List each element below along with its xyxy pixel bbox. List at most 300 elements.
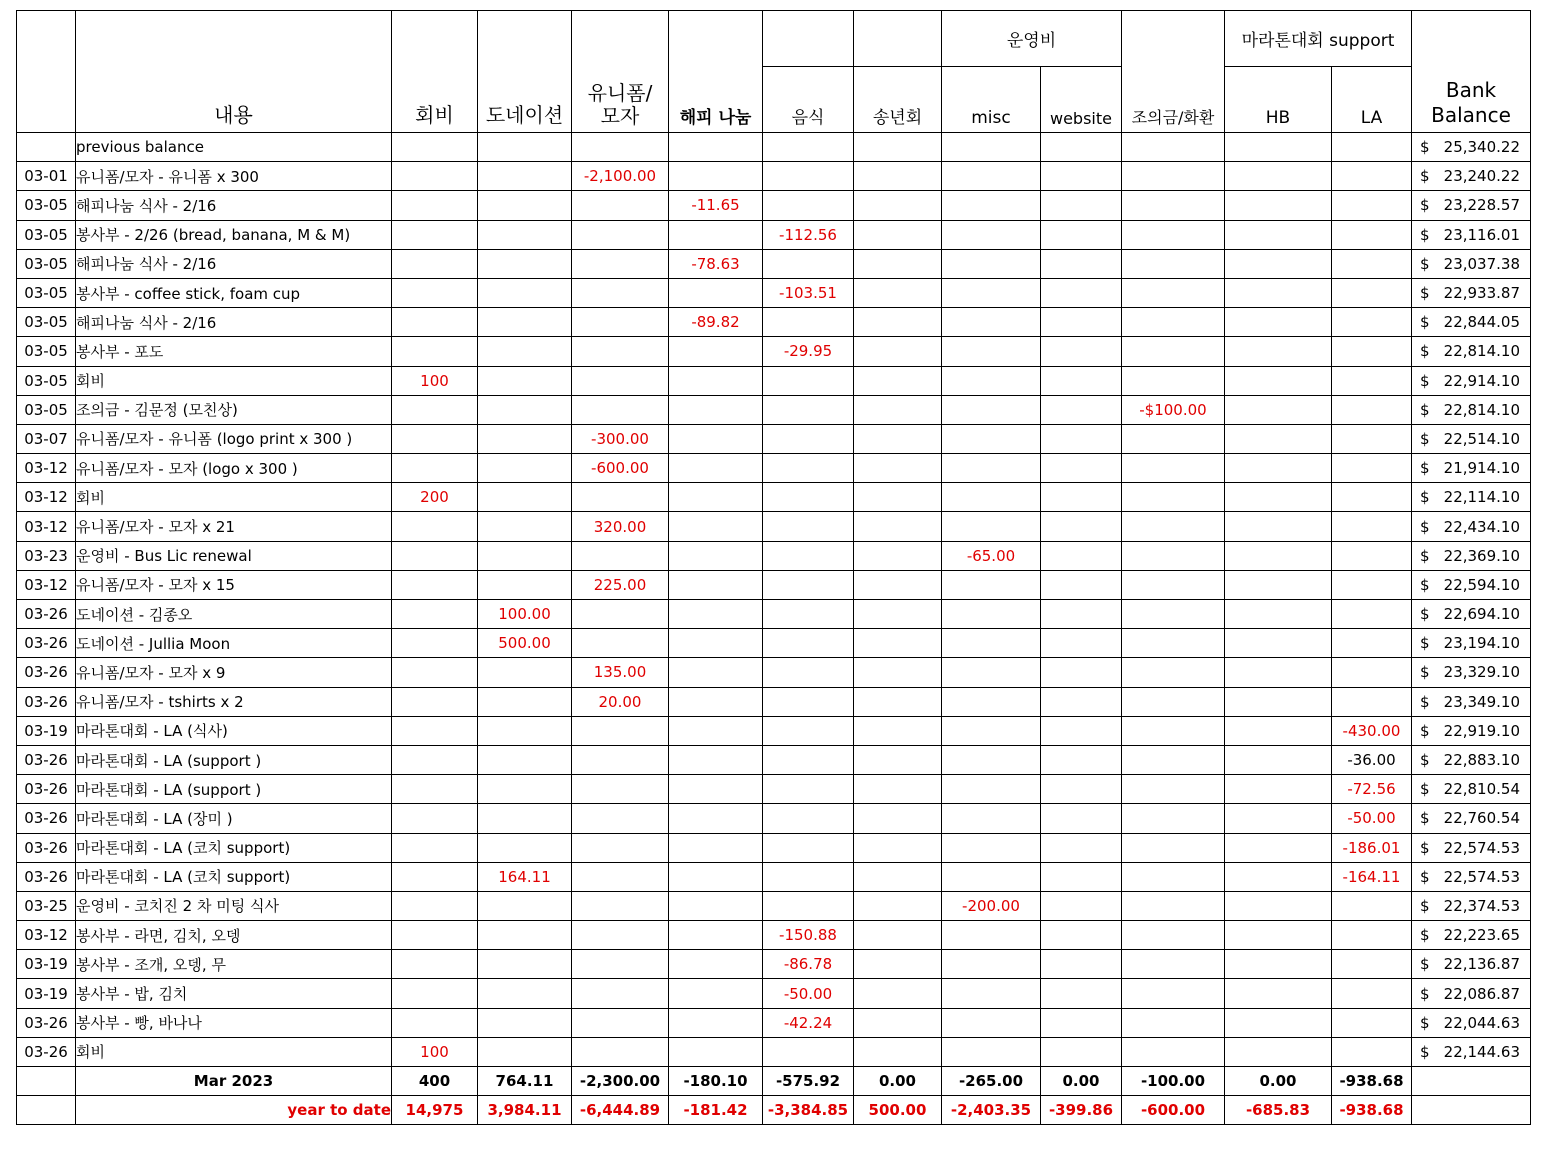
row-donation-amount [478, 395, 572, 424]
row-balance [1412, 424, 1531, 453]
row-condolence-amount [1122, 979, 1225, 1008]
row-description: 회비 [76, 1037, 392, 1066]
ytd-fee: 14,975 [392, 1096, 478, 1125]
row-happy-amount [669, 687, 763, 716]
ytd-yearend: 500.00 [854, 1096, 942, 1125]
row-fee-amount [392, 512, 478, 541]
row-misc-amount [942, 600, 1041, 629]
row-la-amount [1332, 1037, 1412, 1066]
row-happy-amount [669, 775, 763, 804]
row-misc-amount [942, 979, 1041, 1008]
balance-value: 25,340.22 [1443, 138, 1520, 157]
header-la: LA [1332, 67, 1412, 133]
row-website-amount [1041, 1037, 1122, 1066]
row-food-amount [763, 775, 854, 804]
row-uniform-amount [572, 804, 669, 833]
row-la-amount [1332, 950, 1412, 979]
ytd-website: -399.86 [1041, 1096, 1122, 1125]
row-date: 03-26 [17, 658, 76, 687]
row-uniform-amount [572, 745, 669, 774]
row-hb-amount [1225, 658, 1332, 687]
row-balance [1412, 220, 1531, 249]
row-food-amount: -42.24 [763, 1008, 854, 1037]
row-description: 유니폼/모자 - 유니폼 (logo print x 300 ) [76, 424, 392, 453]
row-happy-amount [669, 600, 763, 629]
row-condolence-amount [1122, 833, 1225, 862]
table-row [17, 191, 1531, 220]
row-uniform-amount [572, 541, 669, 570]
row-la-amount [1332, 454, 1412, 483]
row-food-amount [763, 833, 854, 862]
row-misc-amount [942, 775, 1041, 804]
row-happy-amount [669, 424, 763, 453]
row-date: 03-26 [17, 833, 76, 862]
row-website-amount [1041, 395, 1122, 424]
row-website-amount [1041, 483, 1122, 512]
row-balance [1412, 337, 1531, 366]
row-uniform-amount [572, 775, 669, 804]
row-description: 마라톤대회 - LA (장미 ) [76, 804, 392, 833]
balance-value: 23,240.22 [1443, 167, 1520, 186]
row-happy-amount [669, 541, 763, 570]
balance-value: 22,844.05 [1443, 313, 1520, 332]
row-happy-amount [669, 950, 763, 979]
row-food-amount [763, 424, 854, 453]
row-condolence-amount [1122, 162, 1225, 191]
row-hb-amount [1225, 366, 1332, 395]
row-uniform-amount [572, 483, 669, 512]
month-total-fee: 400 [392, 1067, 478, 1096]
currency-symbol: $ [1420, 225, 1430, 244]
row-date: 03-01 [17, 162, 76, 191]
row-uniform-amount [572, 1037, 669, 1066]
row-condolence-amount [1122, 629, 1225, 658]
row-date: 03-12 [17, 921, 76, 950]
row-fee-amount [392, 337, 478, 366]
row-yearend-amount [854, 278, 942, 307]
row-balance [1412, 891, 1531, 920]
row-fee-amount [392, 745, 478, 774]
row-misc-amount [942, 1037, 1041, 1066]
row-donation-amount: 100.00 [478, 600, 572, 629]
row-date: 03-26 [17, 687, 76, 716]
row-date: 03-26 [17, 775, 76, 804]
row-balance [1412, 278, 1531, 307]
currency-symbol: $ [1420, 167, 1430, 186]
row-la-amount [1332, 629, 1412, 658]
row-yearend-amount [854, 979, 942, 1008]
row-donation-amount [478, 833, 572, 862]
row-website-amount [1041, 541, 1122, 570]
table-row [17, 600, 1531, 629]
row-description: previous balance [76, 133, 392, 162]
row-donation-amount [478, 454, 572, 483]
currency-symbol: $ [1420, 400, 1430, 419]
row-balance [1412, 249, 1531, 278]
row-yearend-amount [854, 395, 942, 424]
header-date [17, 11, 76, 133]
row-donation-amount [478, 775, 572, 804]
row-balance [1412, 950, 1531, 979]
currency-symbol: $ [1420, 751, 1430, 770]
row-donation-amount [478, 1008, 572, 1037]
row-website-amount [1041, 220, 1122, 249]
row-website-amount [1041, 891, 1122, 920]
row-balance [1412, 191, 1531, 220]
row-description: 유니폼/모자 - 모자 x 21 [76, 512, 392, 541]
row-date: 03-26 [17, 1037, 76, 1066]
balance-value: 23,228.57 [1443, 196, 1520, 215]
row-misc-amount [942, 249, 1041, 278]
row-yearend-amount [854, 804, 942, 833]
row-balance [1412, 454, 1531, 483]
row-misc-amount [942, 745, 1041, 774]
row-condolence-amount [1122, 483, 1225, 512]
balance-value: 22,144.63 [1443, 1042, 1520, 1061]
row-website-amount [1041, 950, 1122, 979]
header-hb: HB [1225, 67, 1332, 133]
row-misc-amount [942, 395, 1041, 424]
row-donation-amount [478, 891, 572, 920]
row-description: 마라톤대회 - LA (코치 support) [76, 862, 392, 891]
row-food-amount [763, 366, 854, 395]
row-donation-amount [478, 191, 572, 220]
row-yearend-amount [854, 921, 942, 950]
row-donation-amount [478, 220, 572, 249]
row-condolence-amount [1122, 424, 1225, 453]
row-condolence-amount [1122, 775, 1225, 804]
header-blank-food [763, 11, 854, 67]
row-website-amount [1041, 716, 1122, 745]
row-fee-amount [392, 308, 478, 337]
row-website-amount [1041, 833, 1122, 862]
row-la-amount [1332, 308, 1412, 337]
row-hb-amount [1225, 454, 1332, 483]
row-condolence-amount [1122, 308, 1225, 337]
table-row [17, 570, 1531, 599]
row-happy-amount [669, 1008, 763, 1037]
row-misc-amount [942, 366, 1041, 395]
table-row [17, 278, 1531, 307]
row-happy-amount [669, 745, 763, 774]
row-website-amount [1041, 1008, 1122, 1037]
row-food-amount [763, 658, 854, 687]
row-hb-amount [1225, 833, 1332, 862]
currency-symbol: $ [1420, 371, 1430, 390]
month-total-food: -575.92 [763, 1067, 854, 1096]
ledger-table [16, 10, 1531, 1125]
row-happy-amount [669, 716, 763, 745]
row-yearend-amount [854, 337, 942, 366]
row-food-amount [763, 249, 854, 278]
row-fee-amount [392, 921, 478, 950]
row-balance [1412, 658, 1531, 687]
row-hb-amount [1225, 512, 1332, 541]
row-description: 봉사부 - 2/26 (bread, banana, M & M) [76, 220, 392, 249]
row-donation-amount [478, 483, 572, 512]
row-fee-amount [392, 191, 478, 220]
row-website-amount [1041, 862, 1122, 891]
header-blank-yearend [854, 11, 942, 67]
row-yearend-amount [854, 483, 942, 512]
table-row [17, 541, 1531, 570]
table-row [17, 483, 1531, 512]
row-misc-amount: -200.00 [942, 891, 1041, 920]
row-hb-amount [1225, 745, 1332, 774]
row-website-amount [1041, 629, 1122, 658]
row-date: 03-26 [17, 600, 76, 629]
currency-symbol: $ [1420, 955, 1430, 974]
row-fee-amount [392, 658, 478, 687]
balance-value: 22,369.10 [1443, 546, 1520, 565]
row-misc-amount [942, 833, 1041, 862]
row-condolence-amount [1122, 278, 1225, 307]
row-date: 03-05 [17, 220, 76, 249]
row-happy-amount [669, 1037, 763, 1066]
row-fee-amount [392, 278, 478, 307]
row-la-amount [1332, 1008, 1412, 1037]
row-fee-amount [392, 862, 478, 891]
row-yearend-amount [854, 687, 942, 716]
balance-value: 22,136.87 [1443, 955, 1520, 974]
row-balance [1412, 629, 1531, 658]
row-yearend-amount [854, 629, 942, 658]
month-total-condolence: -100.00 [1122, 1067, 1225, 1096]
row-date: 03-12 [17, 483, 76, 512]
row-description: 회비 [76, 366, 392, 395]
table-row [17, 833, 1531, 862]
row-balance [1412, 833, 1531, 862]
currency-symbol: $ [1420, 721, 1430, 740]
balance-value: 23,037.38 [1443, 254, 1520, 273]
table-row [17, 745, 1531, 774]
balance-value: 22,933.87 [1443, 284, 1520, 303]
table-row [17, 249, 1531, 278]
row-food-amount [763, 745, 854, 774]
row-hb-amount [1225, 337, 1332, 366]
row-fee-amount [392, 833, 478, 862]
row-uniform-amount: 225.00 [572, 570, 669, 599]
month-total-donation: 764.11 [478, 1067, 572, 1096]
table-row [17, 162, 1531, 191]
currency-symbol: $ [1420, 284, 1430, 303]
row-la-amount [1332, 162, 1412, 191]
row-uniform-amount [572, 1008, 669, 1037]
row-la-amount [1332, 979, 1412, 1008]
row-yearend-amount [854, 133, 942, 162]
header-content: 내용 [76, 11, 392, 133]
row-misc-amount [942, 862, 1041, 891]
row-uniform-amount [572, 366, 669, 395]
row-donation-amount [478, 337, 572, 366]
currency-symbol: $ [1420, 663, 1430, 682]
row-uniform-amount [572, 395, 669, 424]
row-misc-amount: -65.00 [942, 541, 1041, 570]
currency-symbol: $ [1420, 984, 1430, 1003]
row-misc-amount [942, 629, 1041, 658]
row-description: 운영비 - Bus Lic renewal [76, 541, 392, 570]
row-website-amount [1041, 600, 1122, 629]
row-food-amount [763, 600, 854, 629]
row-fee-amount [392, 979, 478, 1008]
ytd-blank [17, 1096, 76, 1125]
balance-value: 22,514.10 [1443, 429, 1520, 448]
row-misc-amount [942, 921, 1041, 950]
row-happy-amount: -89.82 [669, 308, 763, 337]
row-happy-amount [669, 133, 763, 162]
row-food-amount [763, 629, 854, 658]
row-fee-amount [392, 629, 478, 658]
table-row [17, 133, 1531, 162]
row-description: 마라톤대회 - LA (코치 support) [76, 833, 392, 862]
currency-symbol: $ [1420, 459, 1430, 478]
row-food-amount: -150.88 [763, 921, 854, 950]
row-la-amount: -36.00 [1332, 745, 1412, 774]
row-la-amount [1332, 249, 1412, 278]
row-balance [1412, 716, 1531, 745]
balance-value: 22,814.10 [1443, 342, 1520, 361]
row-misc-amount [942, 658, 1041, 687]
row-condolence-amount: -$100.00 [1122, 395, 1225, 424]
row-la-amount [1332, 512, 1412, 541]
row-donation-amount: 164.11 [478, 862, 572, 891]
row-food-amount [763, 862, 854, 891]
currency-symbol: $ [1420, 1042, 1430, 1061]
row-la-amount [1332, 337, 1412, 366]
row-yearend-amount [854, 658, 942, 687]
table-row [17, 220, 1531, 249]
ytd-happy: -181.42 [669, 1096, 763, 1125]
row-fee-amount [392, 687, 478, 716]
row-fee-amount [392, 804, 478, 833]
row-yearend-amount [854, 833, 942, 862]
ytd-balance-blank [1412, 1096, 1531, 1125]
balance-value: 22,574.53 [1443, 838, 1520, 857]
row-balance [1412, 921, 1531, 950]
row-food-amount: -103.51 [763, 278, 854, 307]
row-fee-amount [392, 950, 478, 979]
balance-value: 22,919.10 [1443, 721, 1520, 740]
row-hb-amount [1225, 191, 1332, 220]
balance-value: 22,374.53 [1443, 896, 1520, 915]
month-total-hb: 0.00 [1225, 1067, 1332, 1096]
table-row [17, 1008, 1531, 1037]
header-condolence: 조의금/화환 [1122, 11, 1225, 133]
row-la-amount: -186.01 [1332, 833, 1412, 862]
row-fee-amount [392, 1008, 478, 1037]
row-donation-amount [478, 308, 572, 337]
row-description: 봉사부 - 포도 [76, 337, 392, 366]
row-food-amount [763, 512, 854, 541]
table-row [17, 512, 1531, 541]
row-description: 유니폼/모자 - tshirts x 2 [76, 687, 392, 716]
row-balance [1412, 687, 1531, 716]
currency-symbol: $ [1420, 605, 1430, 624]
row-balance [1412, 483, 1531, 512]
row-happy-amount [669, 395, 763, 424]
row-balance [1412, 600, 1531, 629]
row-uniform-amount: 20.00 [572, 687, 669, 716]
currency-symbol: $ [1420, 926, 1430, 945]
row-condolence-amount [1122, 570, 1225, 599]
row-uniform-amount [572, 891, 669, 920]
currency-symbol: $ [1420, 342, 1430, 361]
row-date: 03-12 [17, 570, 76, 599]
row-condolence-amount [1122, 366, 1225, 395]
balance-value: 23,116.01 [1443, 225, 1520, 244]
row-donation-amount: 500.00 [478, 629, 572, 658]
row-donation-amount [478, 541, 572, 570]
row-balance [1412, 162, 1531, 191]
month-total-la: -938.68 [1332, 1067, 1412, 1096]
row-website-amount [1041, 133, 1122, 162]
row-yearend-amount [854, 454, 942, 483]
row-condolence-amount [1122, 950, 1225, 979]
balance-value: 23,329.10 [1443, 663, 1520, 682]
row-yearend-amount [854, 366, 942, 395]
row-description: 유니폼/모자 - 유니폼 x 300 [76, 162, 392, 191]
row-website-amount [1041, 308, 1122, 337]
row-description: 유니폼/모자 - 모자 x 9 [76, 658, 392, 687]
table-row [17, 424, 1531, 453]
row-date: 03-19 [17, 716, 76, 745]
month-total-row [17, 1067, 1531, 1096]
row-happy-amount [669, 454, 763, 483]
row-description: 해피나눔 식사 - 2/16 [76, 191, 392, 220]
row-misc-amount [942, 1008, 1041, 1037]
row-food-amount [763, 133, 854, 162]
table-row [17, 658, 1531, 687]
row-condolence-amount [1122, 541, 1225, 570]
row-uniform-amount [572, 249, 669, 278]
row-yearend-amount [854, 162, 942, 191]
currency-symbol: $ [1420, 809, 1430, 828]
row-donation-amount [478, 804, 572, 833]
row-uniform-amount: 135.00 [572, 658, 669, 687]
row-happy-amount [669, 658, 763, 687]
row-uniform-amount [572, 133, 669, 162]
row-food-amount [763, 395, 854, 424]
row-balance [1412, 133, 1531, 162]
row-hb-amount [1225, 804, 1332, 833]
row-la-amount: -72.56 [1332, 775, 1412, 804]
row-fee-amount [392, 220, 478, 249]
row-food-amount [763, 891, 854, 920]
row-balance [1412, 1008, 1531, 1037]
row-misc-amount [942, 191, 1041, 220]
row-la-amount [1332, 483, 1412, 512]
row-description: 도네이션 - Jullia Moon [76, 629, 392, 658]
row-yearend-amount [854, 891, 942, 920]
row-happy-amount [669, 862, 763, 891]
currency-symbol: $ [1420, 1013, 1430, 1032]
row-condolence-amount [1122, 745, 1225, 774]
row-misc-amount [942, 162, 1041, 191]
row-food-amount [763, 570, 854, 599]
row-description: 봉사부 - coffee stick, foam cup [76, 278, 392, 307]
row-description: 유니폼/모자 - 모자 (logo x 300 ) [76, 454, 392, 483]
ytd-label: year to date [76, 1096, 392, 1125]
row-happy-amount: -11.65 [669, 191, 763, 220]
ytd-hb: -685.83 [1225, 1096, 1332, 1125]
table-row [17, 366, 1531, 395]
row-misc-amount [942, 687, 1041, 716]
row-condolence-amount [1122, 891, 1225, 920]
row-donation-amount [478, 1037, 572, 1066]
row-food-amount [763, 308, 854, 337]
row-hb-amount [1225, 220, 1332, 249]
balance-value: 22,086.87 [1443, 984, 1520, 1003]
